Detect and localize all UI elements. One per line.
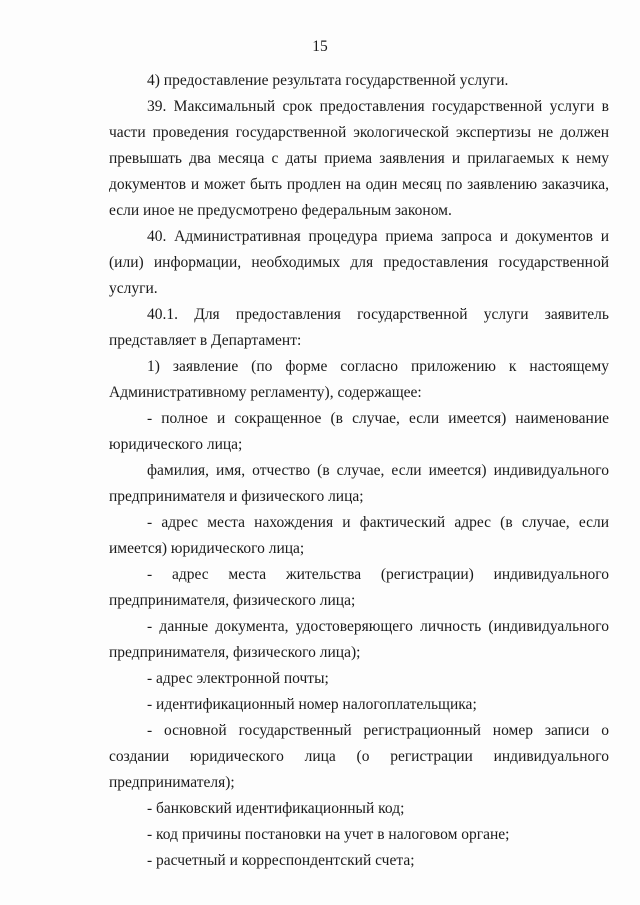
list-item: - адрес места нахождения и фактический адрес (в случае, если имеется) юридического лица; <box>109 514 609 557</box>
list-item: - банковский идентификационный код; <box>147 800 405 817</box>
list-item: - расчетный и корреспондентский счета; <box>147 852 415 869</box>
list-item: - адрес электронной почты; <box>147 670 329 687</box>
list-item: - полное и сокращенное (в случае, если имеется) наименование юридического лица; <box>109 410 609 453</box>
paragraph-40: 40. Административная процедура приема запроса и документов и (или) информации, необходимых для предоставления государственной услуги. <box>109 228 609 297</box>
list-item: - основной государственный регистрационный номер записи о создании юридического лица (о регистрации индивидуального предпринимателя); <box>109 722 609 791</box>
document-body <box>109 68 609 874</box>
list-item: - данные документа, удостоверяющего личность (индивидуального предпринимателя, физического лица); <box>109 618 609 661</box>
paragraph-item-1: 1) заявление (по форме согласно приложению к настоящему Административному регламенту), содержащее: <box>109 358 609 401</box>
paragraph-39: 39. Максимальный срок предоставления государственной услуги в части проведения государственной экологической экспертизы не должен превышать два месяца с даты приема заявления и прилагаемых к нему документов и может быть продлен на один месяц по заявлению заказчика, если иное не предусмотрено федеральным законом. <box>109 98 609 219</box>
page-number: 15 <box>312 38 328 55</box>
list-item: - код причины постановки на учет в налоговом органе; <box>147 826 510 843</box>
list-item: - идентификационный номер налогоплательщика; <box>147 696 477 713</box>
paragraph-40-1: 40.1. Для предоставления государственной услуги заявитель представляет в Департамент: <box>109 306 609 349</box>
paragraph-item-4: 4) предоставление результата государственной услуги. <box>147 72 509 89</box>
list-item: - адрес места жительства (регистрации) индивидуального предпринимателя, физического лица; <box>109 566 609 609</box>
list-item: фамилия, имя, отчество (в случае, если имеется) индивидуального предпринимателя и физического лица; <box>109 462 609 505</box>
